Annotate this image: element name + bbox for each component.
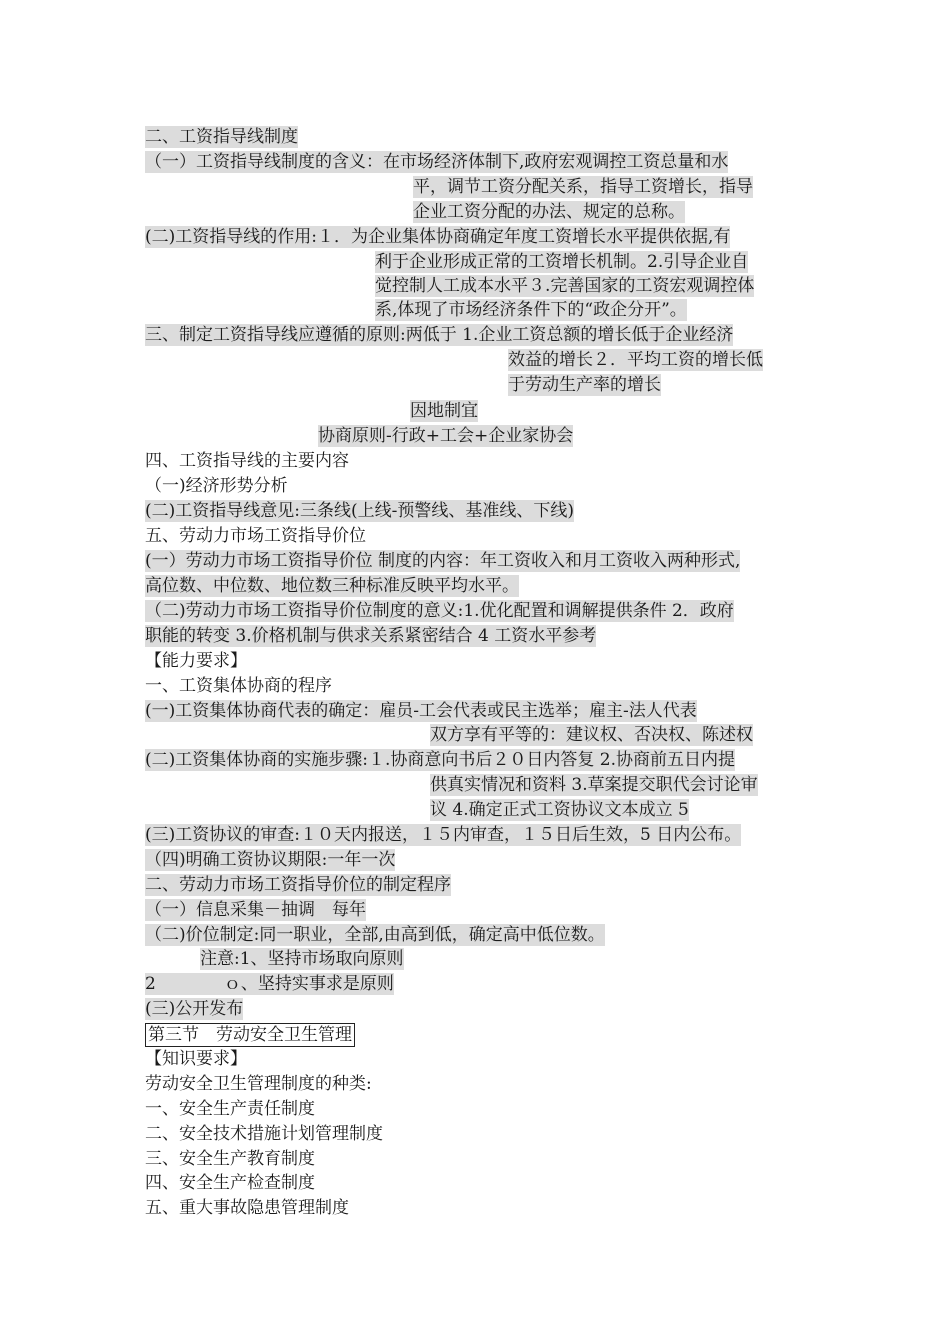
- text-line: 平，调节工资分配关系，指导工资增长，指导: [413, 177, 753, 197]
- text-line: （二)价位制定:同一职业，全部,由高到低，确定高中低位数。: [145, 925, 605, 945]
- text-line: 四、安全生产检查制度: [145, 1173, 315, 1193]
- text-line: 三、安全生产教育制度: [145, 1149, 315, 1169]
- text-line: (一）劳动力市场工资指导价位 制度的内容：年工资收入和月工资收入两种形式,: [145, 551, 741, 571]
- text-line: (三)公开发布: [145, 999, 244, 1019]
- text-line: （一）工资指导线制度的含义：在市场经济体制下,政府宏观调控工资总量和水: [145, 152, 729, 172]
- text-line: 五、重大事故隐患管理制度: [145, 1198, 349, 1218]
- text-line: 因地制宜: [410, 401, 478, 421]
- text-line: 【知识要求】: [145, 1049, 247, 1069]
- text-line: 五、劳动力市场工资指导价位: [145, 526, 366, 546]
- text-line: 双方享有平等的：建议权、否决权、陈述权: [430, 725, 753, 745]
- text-line: (二)工资指导线意见:三条线(上线-预警线、基准线、下线): [145, 501, 574, 521]
- section-heading-boxed: 第三节 劳动安全卫生管理: [145, 1023, 355, 1047]
- text-line: （二)劳动力市场工资指导价位制度的意义:1.优化配置和调解提供条件 2．政府: [145, 601, 734, 621]
- text-line: 系,体现了市场经济条件下的“政企分开”。: [375, 300, 687, 320]
- text-line: 高位数、中位数、地位数三种标准反映平均水平。: [145, 576, 519, 596]
- text-line: 2 ｏ、坚持实事求是原则: [145, 974, 394, 994]
- text-line: （四)明确工资协议期限:一年一次: [145, 850, 396, 870]
- text-line: 供真实情况和资料 3.草案提交职代会讨论审: [430, 775, 758, 795]
- text-line: 效益的增长２．平均工资的增长低: [508, 350, 763, 370]
- text-line: 一、安全生产责任制度: [145, 1099, 315, 1119]
- text-line: 二、安全技术措施计划管理制度: [145, 1124, 383, 1144]
- text-line: 议 4.确定正式工资协议文本成立 5: [430, 800, 689, 820]
- text-line: 一、工资集体协商的程序: [145, 676, 332, 696]
- text-line: 协商原则-行政+工会+企业家协会: [318, 426, 574, 446]
- text-line: （一）信息采集－抽调 每年: [145, 900, 366, 920]
- text-line: 四、工资指导线的主要内容: [145, 451, 349, 471]
- text-line: 二、劳动力市场工资指导价位的制定程序: [145, 875, 451, 895]
- text-line: (二)工资指导线的作用:１．为企业集体协商确定年度工资增长水平提供依据,有: [145, 227, 731, 247]
- text-line: 三、制定工资指导线应遵循的原则:两低于 1.企业工资总额的增长低于企业经济: [145, 325, 734, 345]
- text-line: 利于企业形成正常的工资增长机制。2.引导企业自: [375, 252, 749, 272]
- text-line: （一)经济形势分析: [145, 476, 288, 496]
- text-line: 注意:1、坚持市场取向原则: [200, 949, 404, 969]
- text-line: 劳动安全卫生管理制度的种类:: [145, 1074, 372, 1094]
- text-line: 于劳动生产率的增长: [508, 375, 661, 395]
- text-line: 觉控制人工成本水平３.完善国家的工资宏观调控体: [375, 276, 755, 296]
- text-line: 【能力要求】: [145, 651, 247, 671]
- text-line: 职能的转变 3.价格机制与供求关系紧密结合 4 工资水平参考: [145, 626, 597, 646]
- text-line: (二)工资集体协商的实施步骤:１.协商意向书后２０日内答复 2.协商前五日内提: [145, 750, 736, 770]
- text-line: 企业工资分配的办法、规定的总称。: [413, 202, 685, 222]
- text-line: 二、工资指导线制度: [145, 127, 298, 147]
- text-line: (三)工资协议的审查:１０天内报送，１５内审查，１５日后生效，5 日内公布。: [145, 825, 742, 845]
- text-line: (一)工资集体协商代表的确定：雇员-工会代表或民主选举；雇主-法人代表: [145, 701, 697, 721]
